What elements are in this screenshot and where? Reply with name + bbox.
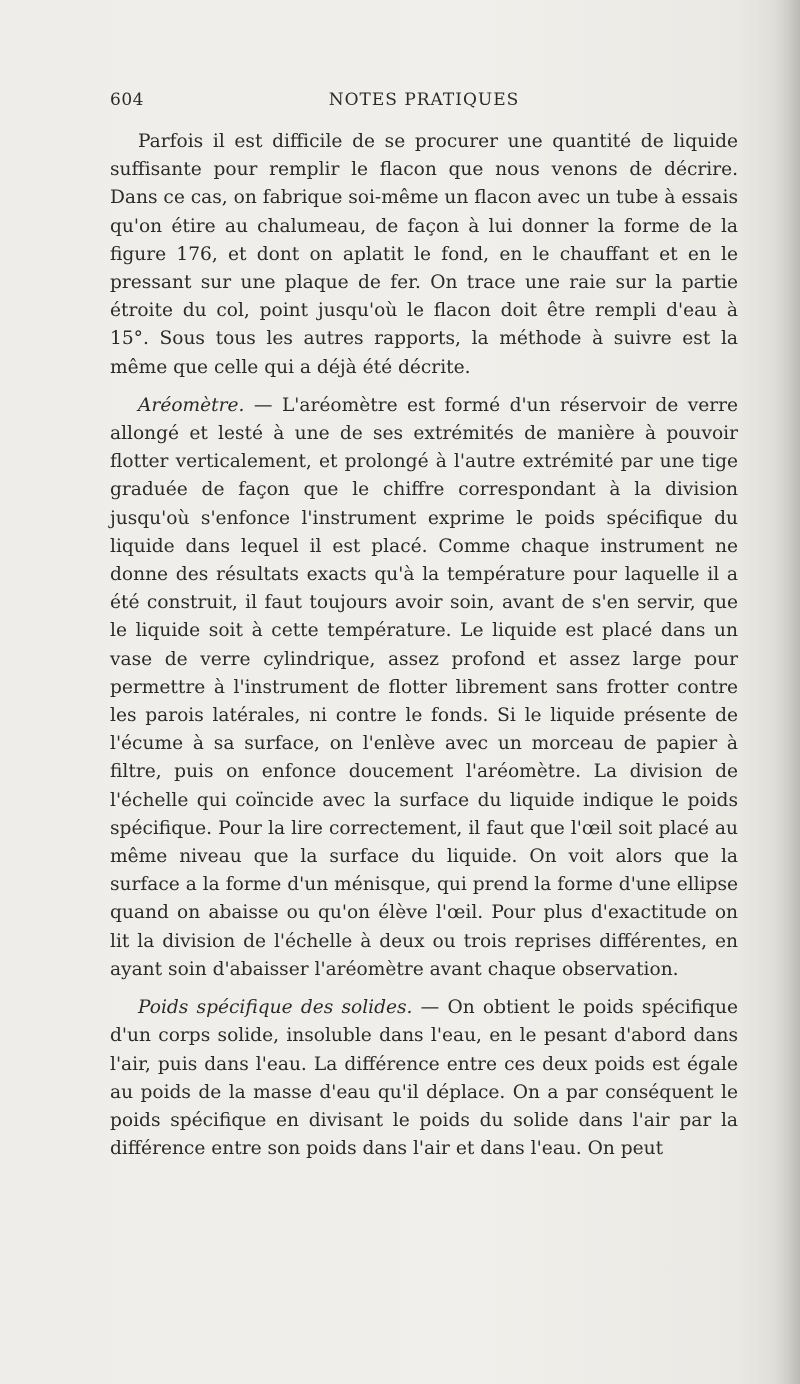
paragraph-areometre [110, 392, 738, 984]
paragraph-lead: Poids spécifique des solides. [138, 997, 413, 1019]
page-header [110, 90, 738, 114]
paragraph-poids-solides [110, 994, 738, 1163]
paragraph-flacon [110, 128, 738, 382]
paragraph-lead: Aréomètre. [138, 394, 245, 416]
running-title: NOTES PRATIQUES [328, 90, 520, 110]
paragraph-text: Parfois il est difficile de se procurer une quantité de liquide suffisante pour remplir le flacon que nous venons de décrire. Dans ce cas, on fabrique soi-même un flacon avec un tube à essais qu'on étire au chalumeau, de façon à lui donner la forme de la figure 176, et dont on aplatit le fond, en le chauffant et en le pressant sur une plaque de fer. On trace une raie sur la partie étroite du col, point jusqu'où le flacon doit être rempli d'eau à 15°. Sous tous les autres rapports, la méthode à suivre est la même que celle qui a déjà été décrite. [110, 131, 738, 378]
paragraph-text: — On obtient le poids spécifique d'un corps solide, insoluble dans l'eau, en le pesant d'abord dans l'air, puis dans l'eau. La différence entre ces deux poids est égale au poids de la masse d'eau qu'il déplace. On a par conséquent le poids spécifique en divisant le poids du solide dans l'air par la différence entre son poids dans l'air et dans l'eau. On peut [110, 997, 738, 1160]
paragraph-text: — L'aréomètre est formé d'un réservoir de verre allongé et lesté à une de ses extrémités de manière à pouvoir flotter verticalement, et prolongé à l'autre extrémité par une tige graduée de façon que le chiffre correspondant à la division jusqu'où s'enfonce l'instrument exprime le poids spécifique du liquide dans lequel il est placé. Comme chaque instrument ne donne des résultats exacts qu'à la température pour laquelle il a été construit, il faut toujours avoir soin, avant de s'en servir, que le liquide soit à cette température. Le liquide est placé dans un vase de verre cylindrique, assez profond et assez large pour permettre à l'instrument de flotter librement sans frotter contre les parois latérales, ni contre le fonds. Si le liquide présente de l'écume à sa surface, on l'enlève avec un morceau de papier à filtre, puis on enfonce doucement l'aréomètre. La division de l'échelle qui coïncide avec la surface du liquide indique le poids spécifique. Pour la lire correctement, il faut que l'œil soit placé au même niveau que la surface du liquide. On voit alors que la surface a la forme d'un ménisque, qui prend la forme d'une ellipse quand on abaisse ou qu'on élève l'œil. Pour plus d'exactitude on lit la division de l'échelle à deux ou trois reprises différentes, en ayant soin d'abaisser l'aréomètre avant chaque observation. [110, 394, 738, 980]
body-text [110, 128, 738, 1173]
page-number: 604 [110, 90, 144, 110]
page-edge-shadow [774, 0, 800, 1384]
